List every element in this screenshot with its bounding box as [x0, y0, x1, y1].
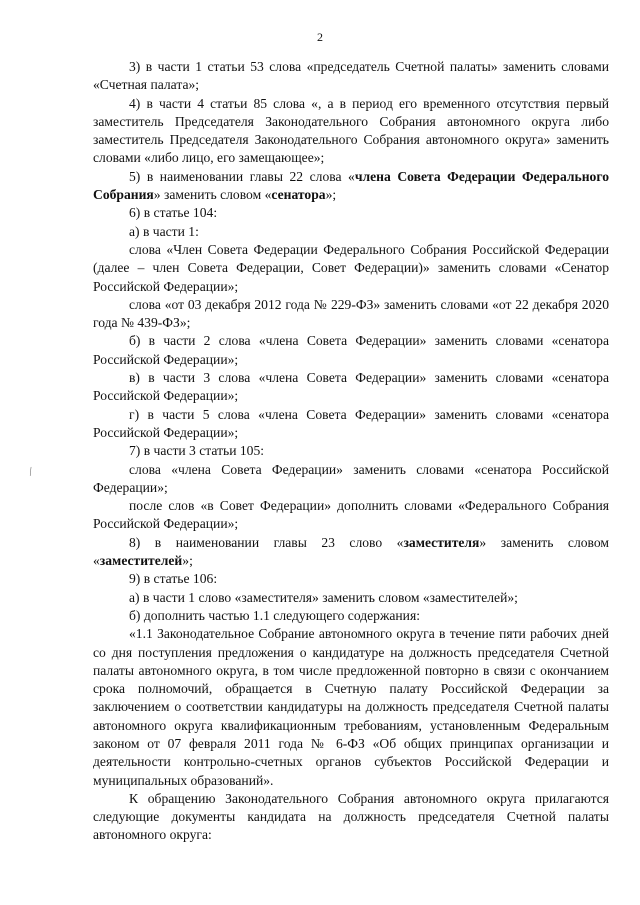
paragraph [93, 204, 609, 222]
text-segment: 3) в части 1 статьи 53 слова «председатель Счетной палаты» заменить словами «Счетная палата»; [93, 59, 609, 93]
paragraph [93, 589, 609, 607]
text-segment: » заменить словом « [93, 534, 610, 569]
text-segment: К обращению Законодательного Собрания автономного округа прилагаются следующие документы кандидата на должность председателя Счетной палаты автономного округа: [93, 790, 609, 843]
document-body [93, 58, 609, 845]
paragraph [93, 442, 609, 460]
paragraph [93, 223, 609, 241]
bold-text: члена Совета Федерации Федерального Собрания [93, 168, 609, 203]
paragraph [93, 95, 609, 168]
paragraph [93, 168, 609, 205]
text-segment: »; [325, 187, 337, 203]
text-segment: 8) в наименовании главы 23 слово « [129, 534, 404, 550]
text-segment: б) дополнить частью 1.1 следующего содержания: [129, 607, 420, 623]
text-segment: 4) в части 4 статьи 85 слова «, а в период его временного отсутствия первый заместитель Председателя Законодательного Собрания автономного округа либо заместитель Председателя Законодательного Собрания автономного округа» заменить словами «либо лицо, его замещающее»; [93, 95, 609, 166]
paragraph [93, 625, 609, 790]
text-segment: «1.1 Законодательное Собрание автономного округа в течение пяти рабочих дней со дня поступления предложения о кандидатуре на должность председателя Счетной палаты автономного округа, в том числе предложенной повторно в связи с окончанием срока полномочий, обращается в Счетную палату Российской Федерации за заключением о соответствии кандидатуры на должность председателя Счетной палаты автономного округа квалификационным требованиям, установленным Федеральным законом от 07 февраля 2011 года № 6-ФЗ «Об общих принципах организации и деятельности контрольно-счетных органов субъектов Российской Федерации и муниципальных образований». [93, 626, 609, 788]
paragraph [93, 296, 609, 333]
paragraph [93, 58, 609, 95]
paragraph [93, 406, 609, 443]
paragraph [93, 607, 609, 625]
paragraph [93, 790, 609, 845]
text-segment: 7) в части 3 статьи 105: [129, 443, 265, 459]
page-number: 2 [317, 30, 323, 44]
paragraph [93, 369, 609, 406]
text-segment: 6) в статье 104: [129, 205, 218, 221]
text-segment: а) в части 1 слово «заместителя» заменить словом «заместителей»; [129, 589, 518, 605]
text-segment: слова «от 03 декабря 2012 года № 229-ФЗ» заменить словами «от 22 декабря 2020 года № 439-ФЗ»; [93, 296, 609, 331]
text-segment: а) в части 1: [129, 223, 199, 239]
text-segment: г) в части 5 слова «члена Совета Федерации» заменить словами «сенатора Российской Федерации»; [93, 406, 609, 440]
paragraph [93, 570, 609, 588]
text-segment: в) в части 3 слова «члена Совета Федерации» заменить словами «сенатора Российской Федерации»; [93, 370, 609, 404]
bold-text: заместителей [99, 553, 183, 569]
margin-pen-mark: ⁄ [27, 466, 35, 478]
bold-text: заместителя [403, 534, 480, 550]
paragraph [93, 461, 609, 498]
text-segment: слова «Член Совета Федерации Федерального Собрания Российской Федерации (далее – член Совета Федерации, Совет Федерации)» заменить словами «Сенатор Российской Федерации»; [93, 241, 609, 294]
paragraph [93, 332, 609, 369]
paragraph [93, 534, 609, 571]
text-segment: »; [182, 553, 193, 569]
paragraph [93, 241, 609, 296]
text-segment: 9) в статье 106: [129, 571, 218, 587]
text-segment: б) в части 2 слова «члена Совета Федерации» заменить словами «сенатора Российской Федерации»; [93, 333, 609, 367]
paragraph [93, 497, 609, 534]
bold-text: сенатора [271, 187, 326, 203]
text-segment: слова «члена Совета Федерации» заменить словами «сенатора Российской Федерации»; [93, 461, 609, 495]
text-segment: » заменить словом « [153, 187, 272, 203]
text-segment: после слов «в Совет Федерации» дополнить словами «Федерального Собрания Российской Федерации»; [93, 498, 609, 532]
text-segment: 5) в наименовании главы 22 слова « [129, 168, 355, 184]
